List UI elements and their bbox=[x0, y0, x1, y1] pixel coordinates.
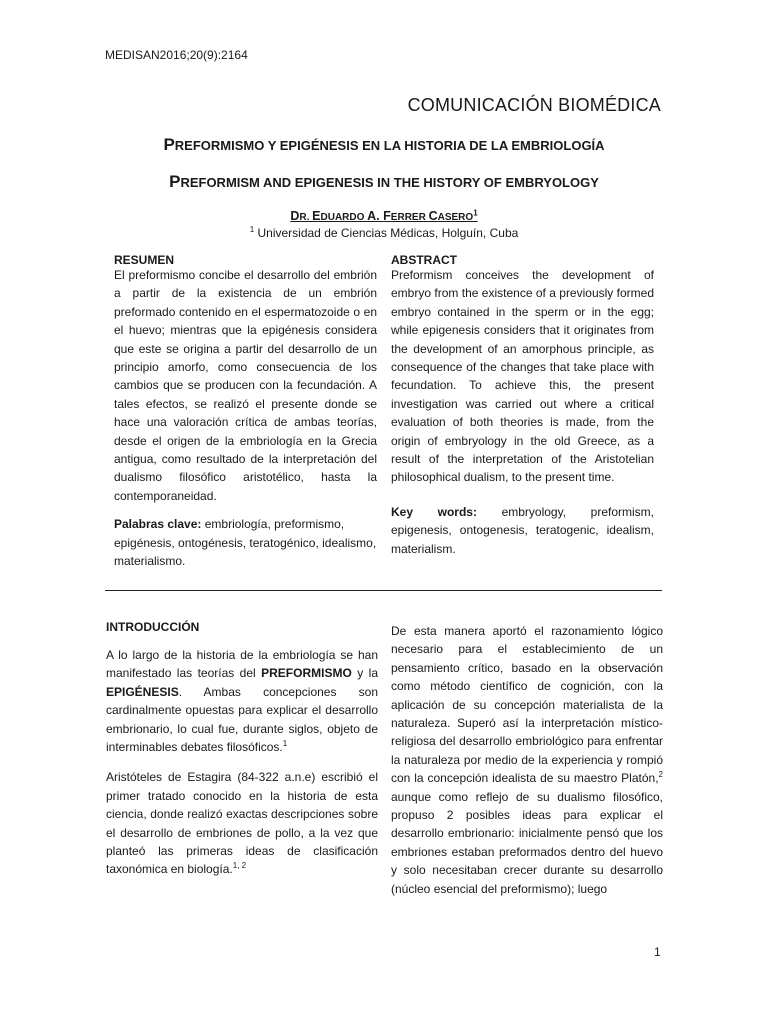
intro-p1-text: . Ambas concepciones son cardinalmente opuestas para explicar el desarrollo embrionario, lo cual fue, durante siglos, objeto de interminables debates filosóficos. bbox=[106, 684, 378, 755]
abstract-text: Preformism conceives the development of embryo from the existence of a previously formed embryo contained in the sperm or in the egg; while epigenesis considers that it originates from the development of an amorphous principle, as consequence of the changes that take place with fecundation. To achieve this, the present investigation was carried out where a critical evaluation of both theories is made, from the origin of embryology in the old Greece, as a result of the interpretation of the Aristotelian philosophical dualism, to the present time. bbox=[391, 268, 654, 485]
title-en-rest: REFORMISM AND EPIGENESIS IN THE HISTORY OF EMBRYOLOGY bbox=[180, 175, 599, 190]
page-number: 1 bbox=[654, 945, 661, 959]
author-part: ASERO bbox=[437, 212, 474, 223]
abstract-block bbox=[391, 253, 654, 558]
author-part: DUARDO bbox=[320, 212, 368, 223]
intro-p1-term: PREFORMISMO bbox=[261, 666, 352, 681]
resumen-keywords bbox=[114, 515, 377, 570]
resumen-text: El preformismo concibe el desarrollo del embrión a partir de la existencia de un embrión preformado contenido en el espermatozoide o en el huevo; mientras que la epigénesis considera que este se origina a partir del desarrollo de un principio amorfo, como consecuencia de los cambios que se producen con la fecundación. A tales efectos, se realizó el presente donde se hace una valoración crítica de ambas teorías, desde el origen de la embriología en la Grecia antigua, como resultado de la interpretación del dualismo filosófico aristotélico, hasta la contemporaneidad. bbox=[114, 268, 377, 503]
intro-left-column bbox=[106, 620, 378, 879]
abstract-keywords-list: embryology, preformism, epigenesis, ontogenesis, teratogenic, idealism, materialism. bbox=[391, 504, 654, 556]
intro-paragraph-1 bbox=[106, 646, 378, 756]
intro-right-column bbox=[391, 622, 663, 898]
author-part: D bbox=[290, 209, 300, 223]
title-spanish bbox=[0, 135, 768, 155]
title-en-initial: P bbox=[169, 172, 181, 191]
abstract-heading: ABSTRACT bbox=[391, 253, 457, 267]
intro-right-paragraph bbox=[391, 622, 663, 898]
intro-p1-text: y la bbox=[351, 666, 378, 681]
citation-mark: 2 bbox=[658, 770, 663, 780]
affiliation-text: Universidad de Ciencias Médicas, Holguín, Cuba bbox=[254, 226, 519, 240]
intro-p1-text: A lo largo de la historia de la embriología se han manifestado las teorías del bbox=[106, 648, 378, 681]
title-es-initial: P bbox=[163, 135, 175, 154]
section-heading: COMUNICACIÓN BIOMÉDICA bbox=[407, 95, 661, 115]
section-divider bbox=[105, 590, 662, 591]
intro-p2-text: Aristóteles de Estagira (84-322 a.n.e) escribió el primer tratado conocido en la historia de esta ciencia, donde realizó exactas descripciones sobre el desarrollo de embriones de pollo, a la vez que planteó las primeras ideas de clasificación taxonómica en biología. bbox=[106, 770, 378, 877]
author-part: E bbox=[312, 209, 321, 223]
author-part: A. bbox=[367, 209, 384, 223]
resumen-keywords-label: Palabras clave: bbox=[114, 517, 202, 532]
journal-reference: MEDISAN2016;20(9):2164 bbox=[105, 48, 248, 62]
intro-p1-term: EPIGÉNESIS bbox=[106, 684, 179, 699]
affiliation-mark: 1 bbox=[249, 225, 255, 234]
intro-right-text: De esta manera aportó el razonamiento lógico necesario para el establecimiento de un pensamiento crítico, basado en la observación como método científico de cognición, con la aplicación de su concepción materialista de la naturaleza. Superó así la interpretación místico-religiosa del desarrollo embriológico para enfrentar la naturaleza por medio de la experiencia y rompió con la concepción idealista de su maestro Platón, bbox=[391, 624, 663, 786]
author-footnote-mark: 1 bbox=[473, 208, 478, 218]
author-part: R. bbox=[299, 212, 313, 223]
intro-right-text: aunque como reflejo de su dualismo filosófico, propuso 2 posibles ideas para explicar el desarrollo embrionario: inicialmente pensó que los embriones estaban preformados dentro del huevo y solo necesitaban crecer durante su desarrollo (núcleo esencial del preformismo); luego bbox=[391, 789, 663, 896]
author-part: ERRER bbox=[390, 212, 429, 223]
abstract-keywords bbox=[391, 503, 654, 558]
title-es-rest: REFORMISMO Y EPIGÉNESIS EN LA HISTORIA DE LA EMBRIOLOGÍA bbox=[174, 138, 605, 153]
intro-paragraph-2 bbox=[106, 768, 378, 878]
citation-mark: 1, 2 bbox=[232, 861, 247, 871]
abstract-keywords-label: Key words: bbox=[391, 504, 477, 519]
citation-mark: 1 bbox=[282, 739, 288, 749]
author-part: C bbox=[428, 209, 438, 223]
resumen-heading: RESUMEN bbox=[114, 253, 175, 267]
resumen-block bbox=[114, 253, 377, 571]
affiliation bbox=[0, 226, 768, 240]
title-english bbox=[0, 172, 768, 192]
author-part: F bbox=[383, 209, 391, 223]
resumen-keywords-list: embriología, preformismo, epigénesis, ontogénesis, teratogénico, idealismo, materialismo. bbox=[114, 517, 377, 569]
author-line bbox=[0, 209, 768, 223]
intro-heading: INTRODUCCIÓN bbox=[106, 620, 200, 634]
